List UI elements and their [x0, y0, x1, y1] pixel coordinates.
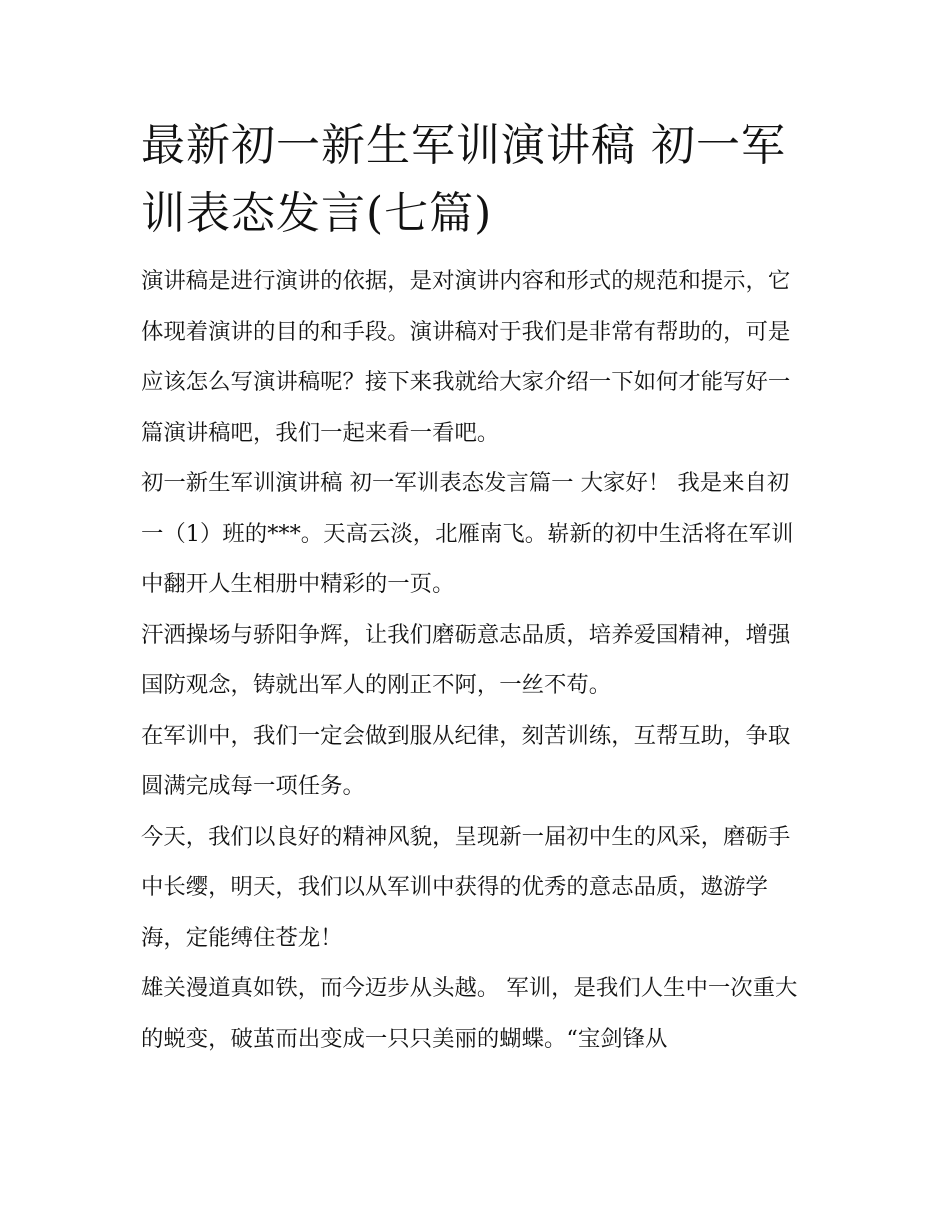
paragraph-discipline: 在军训中，我们一定会做到服从纪律，刻苦训练，互帮互助，争取圆满完成每一项任务。	[141, 722, 791, 799]
paragraph-intro: 演讲稿是进行演讲的依据，是对演讲内容和形式的规范和提示，它体现着演讲的目的和手段。演讲稿对于我们是非常有帮助的，可是应该怎么写演讲稿呢？接下来我就给大家介绍一下如何才能写好一篇演讲稿吧，我们一起来看一看吧。	[141, 268, 791, 446]
document-body	[141, 112, 811, 1064]
document-title: 最新初一新生军训演讲稿 初一军训表态发言(七篇)	[141, 120, 786, 239]
paragraph-today-tomorrow: 今天，我们以良好的精神风貌，呈现新一届初中生的风采，磨砺手中长缨，明天，我们以从军训中获得的优秀的意志品质，遨游学海，定能缚住苍龙！	[141, 823, 791, 951]
paragraph-training-field: 汗洒操场与骄阳争辉，让我们磨砺意志品质，培养爱国精神，增强国防观念，铸就出军人的刚正不阿，一丝不苟。	[141, 621, 791, 698]
paragraph-transformation: 雄关漫道真如铁，而今迈步从头越。 军训，是我们人生中一次重大的蜕变，破茧而出变成一只只美丽的蝴蝶。“宝剑锋从	[141, 975, 798, 1052]
paragraph-speech-opening: 初一新生军训演讲稿 初一军训表态发言篇一 大家好！ 我是来自初一（1）班的***。天高云淡，北雁南飞。崭新的初中生活将在军训中翻开人生相册中精彩的一页。	[141, 470, 794, 597]
